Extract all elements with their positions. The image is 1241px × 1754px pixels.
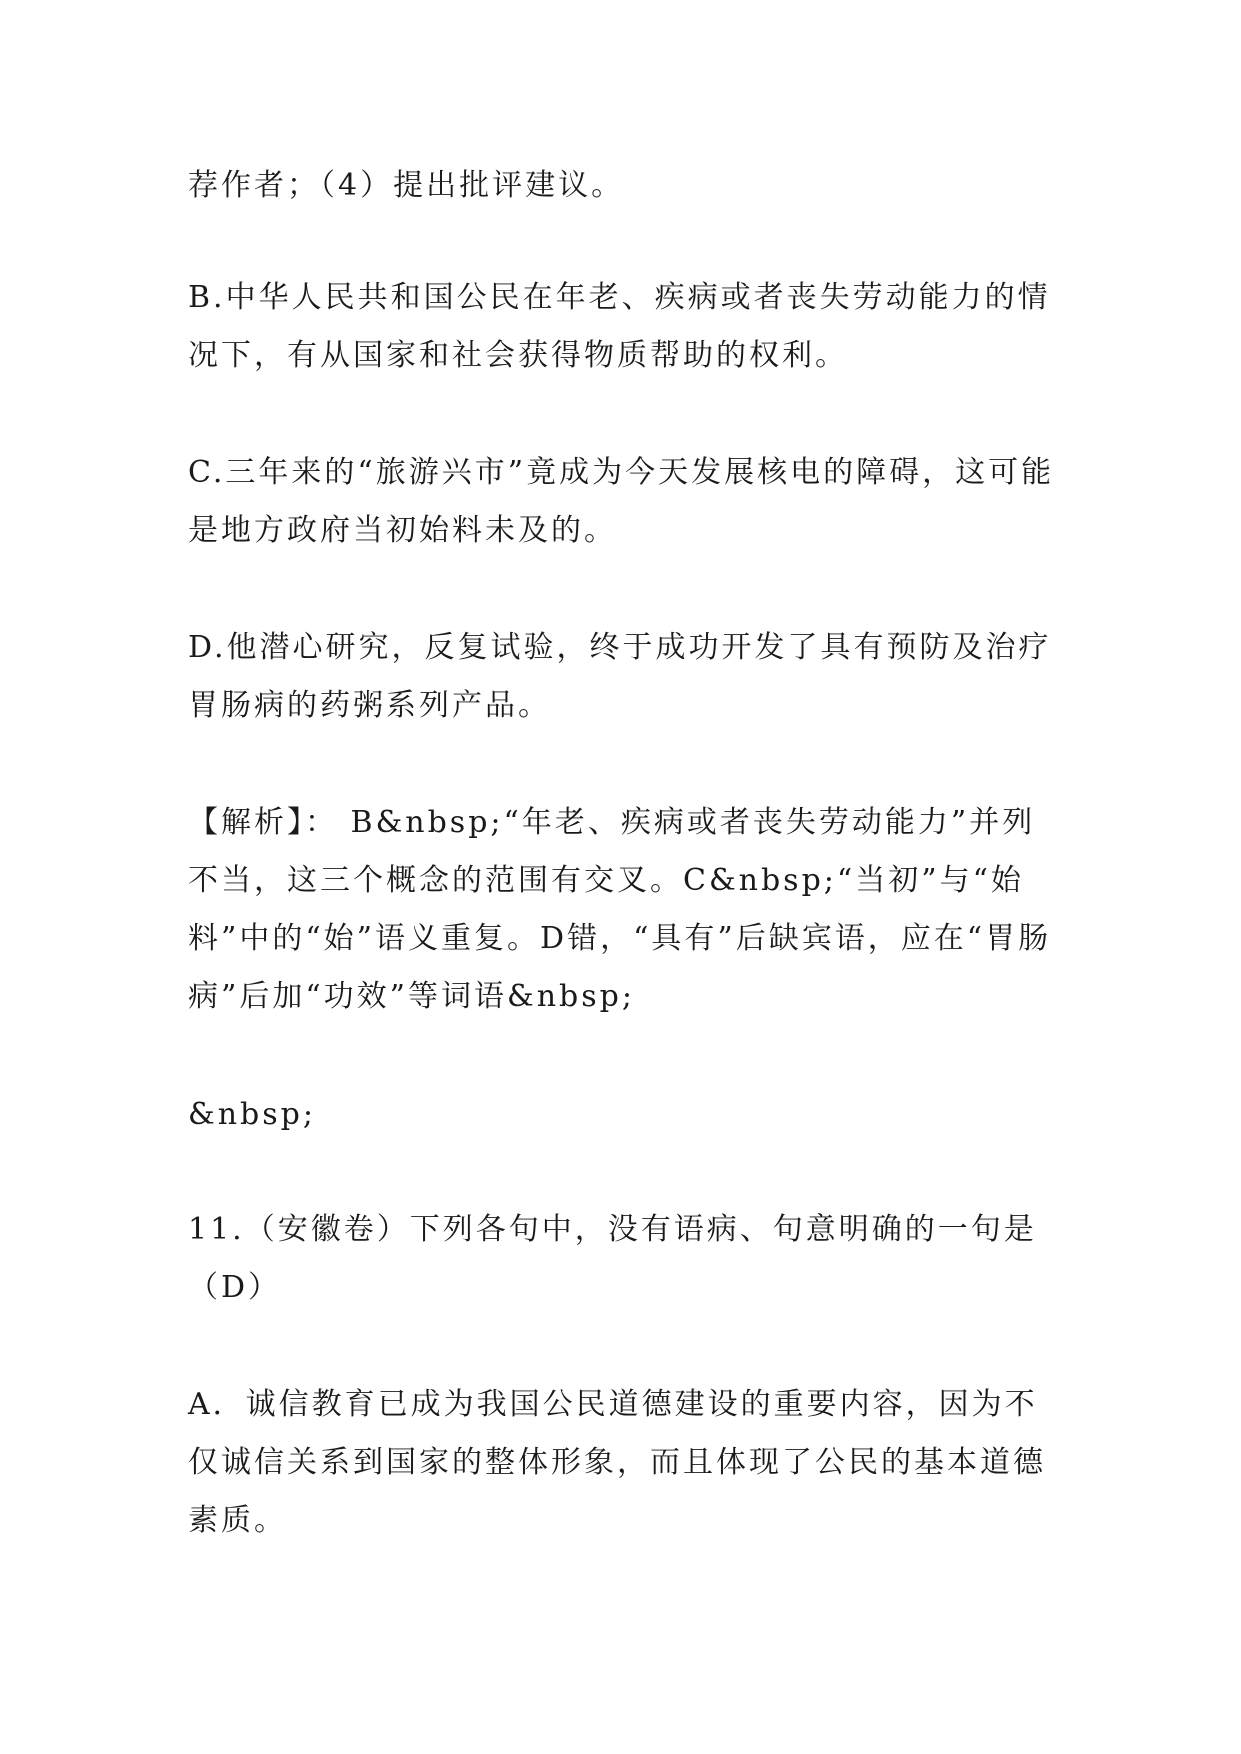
nbsp-paragraph: &nbsp;	[188, 1097, 316, 1132]
option-a: A．诚信教育已成为我国公民道德建设的重要内容，因为不仅诚信关系到国家的整体形象，而且体现了公民的基本道德素质。	[188, 1387, 1046, 1538]
question-11: 11.（安徽卷）下列各句中，没有语病、句意明确的一句是（D）	[188, 1212, 1037, 1305]
analysis-paragraph: 【解析】： B&nbsp;“年老、疾病或者丧失劳动能力”并列不当，这三个概念的范围有交叉。C&nbsp;“当初”与“始料”中的“始”语义重复。D错，“具有”后缺宾语，应在“胃肠病”后加“功效”等词语&nbsp;	[188, 805, 1052, 1014]
option-b: B.中华人民共和国公民在年老、疾病或者丧失劳动能力的情况下，有从国家和社会获得物质帮助的权利。	[188, 280, 1051, 373]
option-d: D.他潜心研究，反复试验，终于成功开发了具有预防及治疗胃肠病的药粥系列产品。	[188, 630, 1052, 723]
option-c: C.三年来的“旅游兴市”竟成为今天发展核电的障碍，这可能是地方政府当初始料未及的。	[188, 455, 1055, 548]
paragraph-continuation: 荐作者；（4）提出批评建议。	[188, 168, 625, 203]
